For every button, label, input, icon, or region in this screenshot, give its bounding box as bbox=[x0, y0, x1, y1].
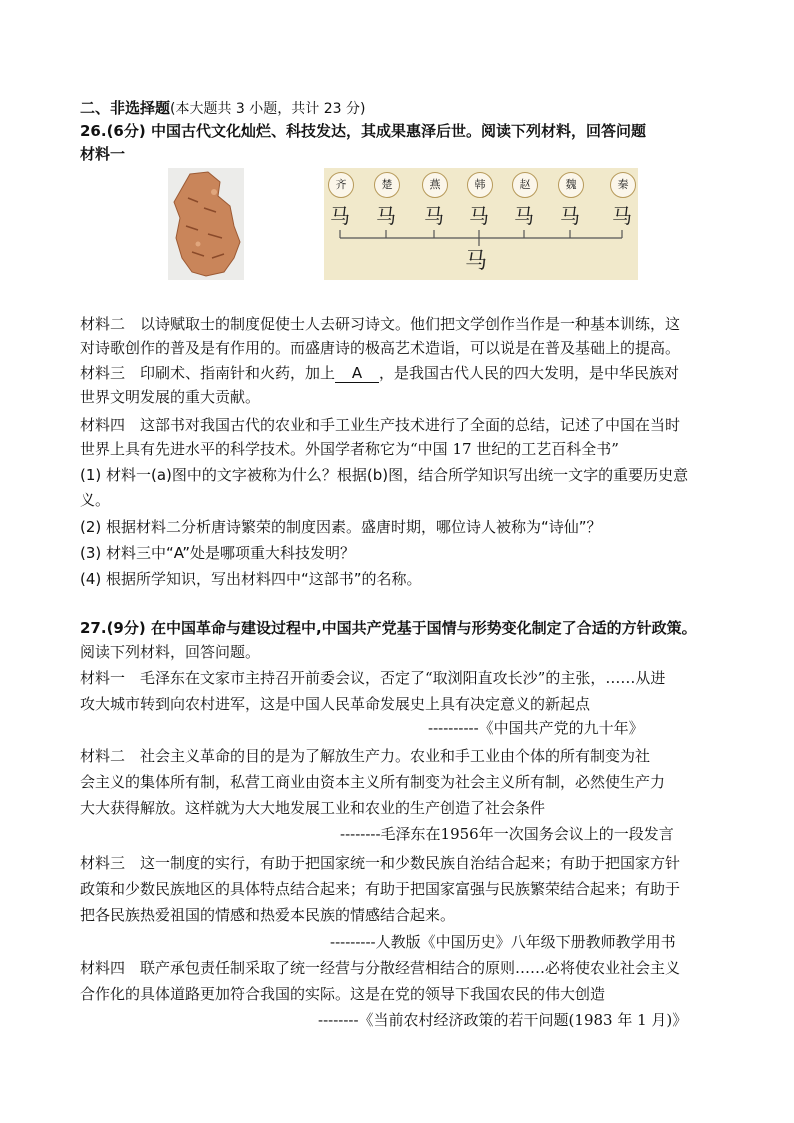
q27-material2-line2: 会主义的集体所有制，私营工商业由资本主义所有制变为社会主义所有制，必然使生产力 bbox=[80, 773, 666, 791]
section-heading-line bbox=[80, 97, 365, 120]
q26-material4-line1: 材料四 这部书对我国古代的农业和手工业生产技术进行了全面的总结，记述了中国在当时 bbox=[80, 416, 681, 434]
state-zhao-badge: 赵 bbox=[512, 172, 538, 198]
q26-material1-label: 材料一 bbox=[80, 145, 126, 163]
yan-script-glyph: 马 bbox=[424, 204, 444, 228]
state-han-badge: 韩 bbox=[467, 172, 493, 198]
q26-material3-line2: 世界文明发展的重大贡献。 bbox=[80, 388, 261, 406]
q27-material3-line3: 把各民族热爱祖国的情感和热爱本民族的情感结合起来。 bbox=[80, 906, 456, 924]
qin-state-script-glyph: 马 bbox=[612, 204, 632, 228]
state-yan-badge: 燕 bbox=[422, 172, 448, 198]
q26-material3-text-after: ，是我国古代人民的四大发明，是中华民族对 bbox=[379, 364, 680, 382]
q26-question1-line1: (1) 材料一(a)图中的文字被称为什么？根据(b)图，结合所学知识写出统一文字的重要历史意 bbox=[80, 466, 689, 484]
zhao-script-glyph: 马 bbox=[514, 204, 534, 228]
q27-material1-line1: 材料一 毛泽东在文家市主持召开前委会议，否定了“取浏阳直攻长沙”的主张，……从进 bbox=[80, 669, 666, 687]
q26-question3: (3) 材料三中“A”处是哪项重大科技发明？ bbox=[80, 544, 355, 562]
q27-stem-line1: 27.(9分) 在中国革命与建设过程中,中国共产党基于国情与形势变化制定了合适的方针政策。 bbox=[80, 619, 697, 637]
q26-question4: (4) 根据所学知识，写出材料四中“这部书”的名称。 bbox=[80, 570, 422, 588]
q27-stem-line2: 阅读下列材料，回答问题。 bbox=[80, 643, 261, 661]
chu-script-glyph: 马 bbox=[376, 204, 396, 228]
state-wei-badge: 魏 bbox=[558, 172, 584, 198]
unified-qin-script-glyph: 马 bbox=[465, 249, 488, 274]
section-note: (本大题共 3 小题，共计 23 分) bbox=[170, 101, 366, 117]
q26-question2: (2) 根据材料二分析唐诗繁荣的制度因素。盛唐时期，哪位诗人被称为“诗仙”？ bbox=[80, 518, 602, 536]
figure-b-script-unification bbox=[324, 168, 638, 280]
q27-material4-line1: 材料四 联产承包责任制采取了统一经营与分散经营相结合的原则……必将使农业社会主义 bbox=[80, 959, 681, 977]
q26-material2-line2: 对诗歌创作的普及是有作用的。而盛唐诗的极高艺术造诣，可以说是在普及基础上的提高。 bbox=[80, 339, 681, 357]
q27-material4-source: --------《当前农村经济政策的若干问题(1983 年 1 月)》 bbox=[318, 1011, 688, 1029]
q26-material3-blank-a: A bbox=[335, 364, 379, 383]
q27-material1-line2: 攻大城市转到向农村进军，这是中国人民革命发展史上具有决定意义的新起点 bbox=[80, 695, 591, 713]
q27-material1-source: ----------《中国共产党的九十年》 bbox=[428, 719, 644, 737]
q27-material4-line2: 合作化的具体道路更加符合我国的实际。这是在党的领导下我国农民的伟大创造 bbox=[80, 985, 606, 1003]
q26-material4-line2: 世界上具有先进水平的科学技术。外国学者称它为“中国 17 世纪的工艺百科全书” bbox=[80, 440, 619, 458]
figure-a-inscription-image bbox=[168, 168, 244, 280]
q27-material3-line1: 材料三 这一制度的实行，有助于把国家统一和少数民族自治结合起来；有助于把国家方针 bbox=[80, 854, 681, 872]
q27-material3-source: ---------人教版《中国历史》八年级下册教师教学用书 bbox=[330, 933, 676, 951]
inscription-fragment-icon bbox=[168, 168, 244, 280]
wei-script-glyph: 马 bbox=[560, 204, 580, 228]
state-chu-badge: 楚 bbox=[374, 172, 400, 198]
q27-material2-line3: 大大获得解放。这样就为大大地发展工业和农业的生产创造了社会条件 bbox=[80, 799, 546, 817]
section-heading: 二、非选择题 bbox=[80, 99, 171, 117]
qi-script-glyph: 马 bbox=[330, 204, 350, 228]
han-script-glyph: 马 bbox=[469, 204, 489, 228]
q27-material2-source: --------毛泽东在1956年一次国务会议上的一段发言 bbox=[340, 825, 674, 843]
q26-question1-line2: 义。 bbox=[80, 491, 111, 509]
q26-material3-text-before: 材料三 印刷术、指南针和火药，加上 bbox=[80, 364, 336, 382]
q26-stem: 26.(6分) 中国古代文化灿烂、科技发达，其成果惠泽后世。阅读下列材料，回答问题 bbox=[80, 122, 646, 140]
state-qi-badge: 齐 bbox=[328, 172, 354, 198]
q26-material2-line1: 材料二 以诗赋取士的制度促使士人去研习诗文。他们把文学创作当作是一种基本训练，这 bbox=[80, 315, 681, 333]
q27-material3-line2: 政策和少数民族地区的具体特点结合起来；有助于把国家富强与民族繁荣结合起来；有助于 bbox=[80, 880, 681, 898]
q27-material2-line1: 材料二 社会主义革命的目的是为了解放生产力。农业和手工业由个体的所有制变为社 bbox=[80, 747, 651, 765]
state-qin-badge: 秦 bbox=[610, 172, 636, 198]
q26-material3-line1 bbox=[80, 362, 679, 384]
